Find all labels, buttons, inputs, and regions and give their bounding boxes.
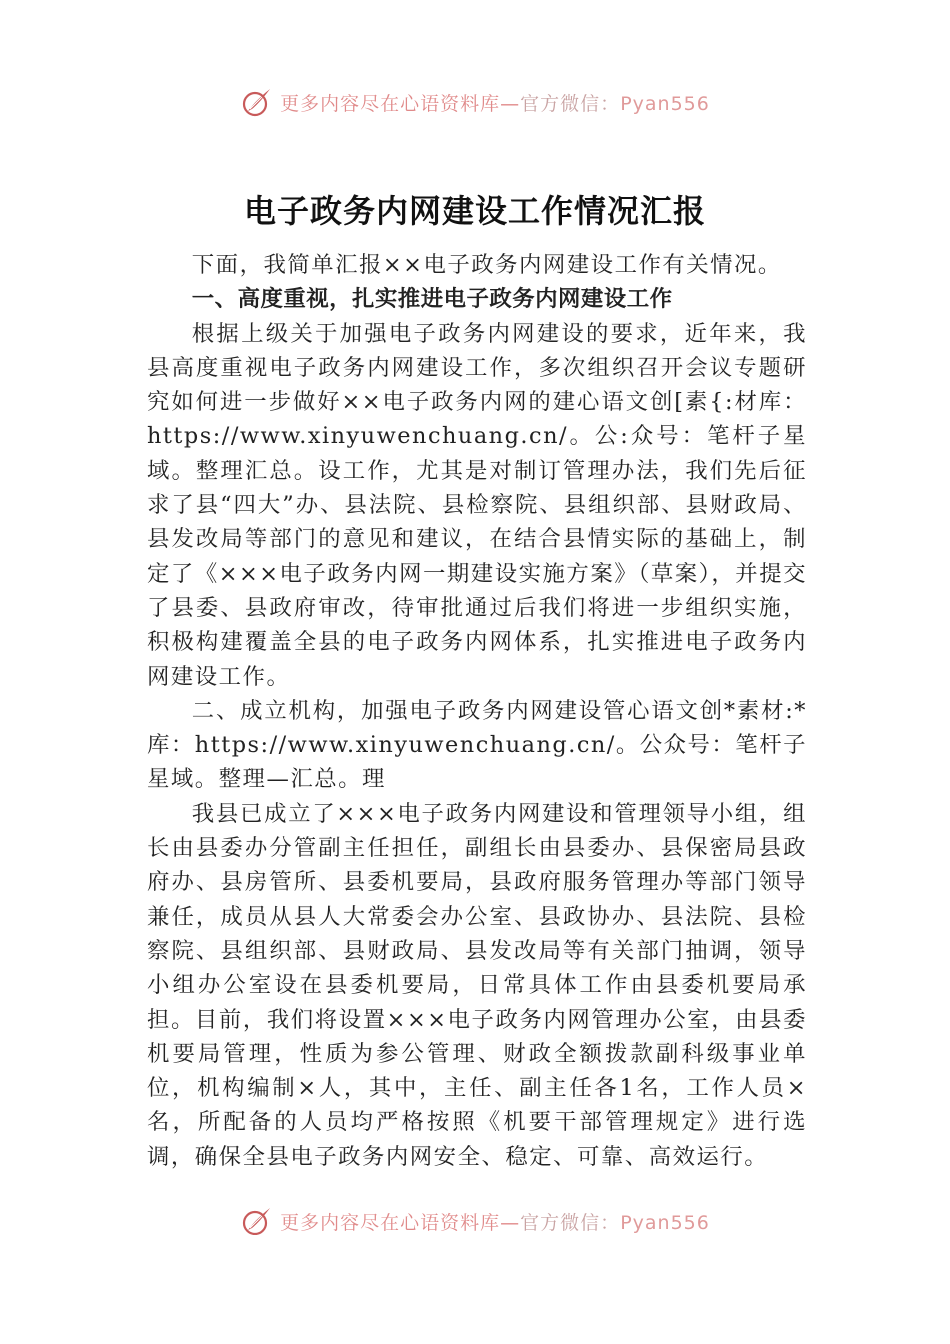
intro-paragraph: 下面，我简单汇报××电子政务内网建设工作有关情况。 bbox=[191, 252, 782, 278]
quill-logo-icon bbox=[240, 85, 274, 119]
footer-banner bbox=[0, 1203, 950, 1235]
section-2-paragraph: 我县已成立了×××电子政务内网建设和管理领导小组，组长由县委办分管副主任担任，副组长由县委办、县保密局县政府办、县房管所、县委机要局，县政府服务管理办等部门领导兼任，成员从县人大常委会办公室、县政协办、县法院、县检察院、县组织部、县财政局、县发改局等有关部门抽调，领导小组办公室设在县委机要局，日常具体工作由县委机要局承担。目前，我们将设置×××电子政务内网管理办公室，由县委机要局管理，性质为参公管理、财政全额拨款副科级事业单位，机构编制×人，其中，主任、副主任各1名，工作人员×名，所配备的人员均严格按照《机要干部管理规定》进行选调，确保全县电子政务内网安全、稳定、可靠、高效运行。 bbox=[147, 800, 807, 1170]
header-banner-text bbox=[280, 89, 710, 116]
header-banner-wechat: 官方微信： bbox=[520, 92, 621, 115]
footer-banner-dash: — bbox=[500, 1211, 521, 1234]
header-banner-dash: — bbox=[500, 92, 521, 115]
section-heading-2: 二、成立机构，加强电子政务内网建设管心语文创*素材:*库：https://www.xinyuwenchuang.cn/。公众号：笔杆子星域。整理—汇总。理 bbox=[147, 697, 807, 793]
footer-banner-main: 更多内容尽在心语资料库 bbox=[280, 1211, 501, 1234]
header-banner-main: 更多内容尽在心语资料库 bbox=[280, 92, 501, 115]
header-banner-inner bbox=[240, 85, 710, 119]
section-1-paragraph: 根据上级关于加强电子政务内网建设的要求，近年来，我县高度重视电子政务内网建设工作，多次组织召开会议专题研究如何进一步做好××电子政务内网的建心语文创[素{:材库：https://www.xinyuwenchuang.cn/。公:众号：笔杆子星域。整理汇总。设工作，尤其是对制订管理办法，我们先后征求了县“四大”办、县法院、县检察院、县组织部、县财政局、县发改局等部门的意见和建议，在结合县情实际的基础上，制定了《×××电子政务内网一期建设实施方案》（草案），并提交了县委、县政府审改，待审批通过后我们将进一步组织实施，积极构建覆盖全县的电子政务内网体系，扎实推进电子政务内网建设工作。 bbox=[147, 320, 807, 690]
quill-logo-icon bbox=[240, 1204, 274, 1235]
section-heading-1: 一、高度重视，扎实推进电子政务内网建设工作 bbox=[191, 286, 673, 313]
footer-banner-wechat: 官方微信： bbox=[520, 1211, 621, 1234]
document-title: 电子政务内网建设工作情况汇报 bbox=[243, 192, 706, 230]
footer-banner-account: Pyan556 bbox=[620, 1211, 710, 1234]
footer-banner-inner bbox=[240, 1204, 710, 1235]
document-body bbox=[147, 248, 807, 1174]
header-banner bbox=[0, 82, 950, 122]
footer-banner-text bbox=[280, 1208, 710, 1235]
header-banner-account: Pyan556 bbox=[620, 92, 710, 115]
